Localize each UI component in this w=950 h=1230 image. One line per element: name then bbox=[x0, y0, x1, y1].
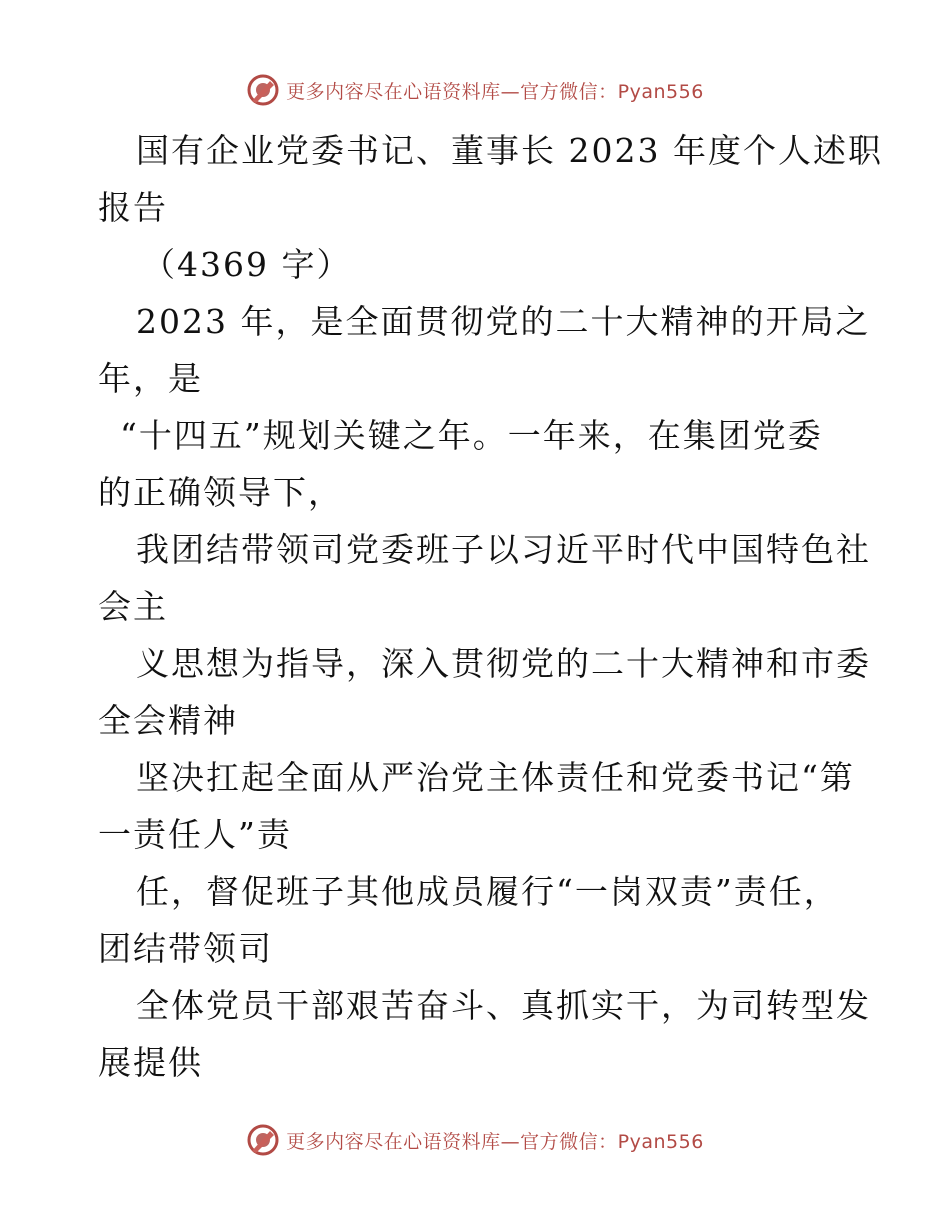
paragraph-line: 义思想为指导，深入贯彻党的二十大精神和市委 bbox=[136, 644, 871, 683]
paragraph-line: 团结带领司 bbox=[98, 929, 273, 968]
word-count: （4369 字） bbox=[142, 245, 352, 284]
paragraph-line: 一责任人”责 bbox=[98, 815, 292, 854]
paragraph-line: 全体党员干部艰苦奋斗、真抓实干，为司转型发 bbox=[136, 986, 871, 1025]
paragraph-line: 展提供 bbox=[98, 1043, 203, 1082]
watermark-text: 更多内容尽在心语资料库—官方微信：Pyan556 bbox=[286, 80, 704, 103]
paragraph-line: 全会精神 bbox=[98, 701, 238, 740]
paragraph-line: 任，督促班子其他成员履行“一岗双责”责任， bbox=[136, 872, 839, 911]
watermark-text: 更多内容尽在心语资料库—官方微信：Pyan556 bbox=[286, 1130, 704, 1153]
paragraph-line: 的正确领导下， bbox=[98, 473, 343, 512]
paragraph-line: 2023 年，是全面贯彻党的二十大精神的开局之 bbox=[136, 302, 871, 341]
watermark-banner-bottom bbox=[0, 1120, 950, 1160]
watermark-banner-top bbox=[0, 70, 950, 110]
paragraph-line: 坚决扛起全面从严治党主体责任和党委书记“第 bbox=[136, 758, 855, 797]
paragraph-line: 我团结带领司党委班子以习近平时代中国特色社 bbox=[136, 530, 871, 569]
paragraph-line: 年，是 bbox=[98, 359, 203, 398]
pen-logo-icon bbox=[246, 1123, 280, 1157]
pen-logo-icon bbox=[246, 73, 280, 107]
document-body bbox=[98, 122, 883, 1091]
paragraph-line: 会主 bbox=[98, 587, 168, 626]
title-line-2: 报告 bbox=[98, 188, 168, 227]
paragraph-line: “十四五”规划关键之年。一年来，在集团党委 bbox=[120, 416, 823, 455]
title-line-1: 国有企业党委书记、董事长 2023 年度个人述职 bbox=[136, 131, 883, 170]
